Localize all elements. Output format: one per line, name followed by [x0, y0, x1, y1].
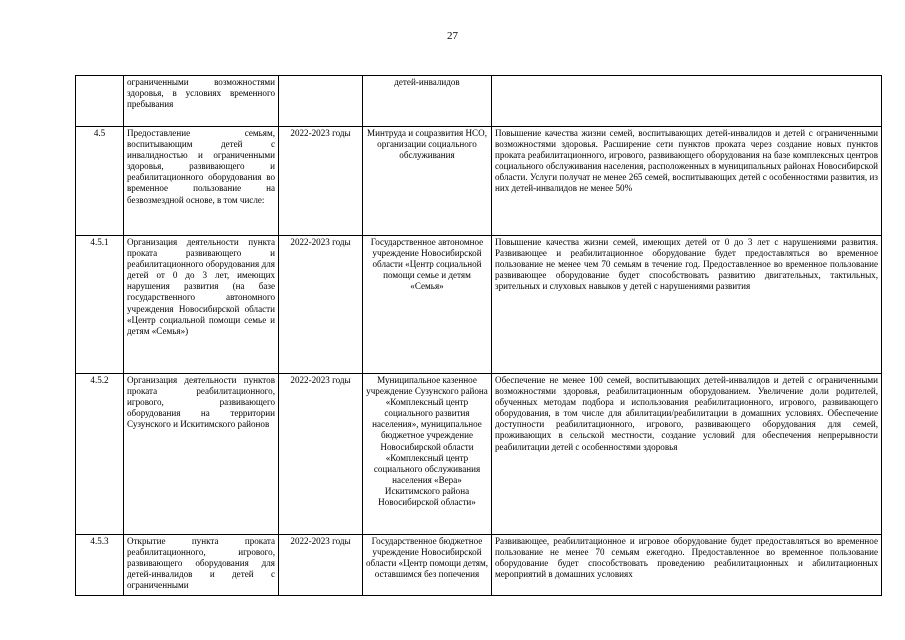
table-row: [76, 236, 882, 374]
expected-result: Повышение качества жизни семей, имеющих детей от 0 до 3 лет с нарушениями развития. Развивающее и реабилитационное оборудование будет предоставляться во временное пользование не менее чем 70 семьям в течение год. Предоставленное во временное пользование развивающее оборудование будет способствовать развитию двигательных, тактильных, зрительных и слуховых навыков у детей с нарушениями развития: [492, 236, 882, 374]
table-row: [76, 374, 882, 535]
row-number: 4.5.2: [76, 374, 124, 535]
expected-result: Развивающее, реабилитационное и игровое оборудование будет предоставляться во временное пользование не менее 70 семьям ежегодно. Предоставленное во временное пользование оборудование будет способствовать проведению реабилитационных и абилитационных мероприятий в домашних условиях: [492, 535, 882, 596]
table-row: [76, 127, 882, 236]
period-years: 2022-2023 годы: [279, 374, 363, 535]
period-years: 2022-2023 годы: [279, 535, 363, 596]
period-years: [279, 76, 363, 127]
page-number: 27: [447, 30, 458, 42]
period-years: 2022-2023 годы: [279, 236, 363, 374]
task-description: Организация деятельности пунктов проката реабилитационного, игрового, развивающего оборудования на территории Сузунского и Искитимского районов: [124, 374, 279, 535]
task-description: Предоставление семьям, воспитывающим детей с инвалидностью и ограниченными здоровья, развивающего и реабилитационного оборудования во временное пользование на безвозмездной основе, в том числе:: [124, 127, 279, 236]
expected-result: [492, 76, 882, 127]
expected-result: Обеспечение не менее 100 семей, воспитывающих детей-инвалидов и детей с ограниченными возможностями здоровья, реабилитационным оборудованием. Увеличение доли родителей, обученных методам подбора и использования реабилитационного, игрового, развивающего оборудования, в том числе для абилитации/реабилитации в домашних условиях. Обеспечение доступности реабилитационного, игрового, развивающего оборудования для семей, проживающих в сельской местности, создание условий для обеспечения непрерывности реабилитации детей с особенностями здоровья: [492, 374, 882, 535]
responsible-organization: Государственное бюджетное учреждение Новосибирской области «Центр помощи детям, оставшимся без попечения: [363, 535, 492, 596]
task-description: Организация деятельности пункта проката развивающего и реабилитационного оборудования для детей от 0 до 3 лет, имеющих нарушения развития (на базе государственного автономного учреждения Новосибирской области «Центр социальной помощи семье и детям «Семья»): [124, 236, 279, 374]
row-number: [76, 76, 124, 127]
row-number: 4.5: [76, 127, 124, 236]
responsible-organization: Государственное автономное учреждение Новосибирской области «Центр социальной помощи семье и детям «Семья»: [363, 236, 492, 374]
row-number: 4.5.1: [76, 236, 124, 374]
responsible-organization: Муниципальное казенное учреждение Сузунского района «Комплексный центр социального развития населения», муниципальное бюджетное учреждение Новосибирской области «Комплексный центр социального обслуживания населения «Вера» Искитимского района Новосибирской области»: [363, 374, 492, 535]
responsible-organization: детей-инвалидов: [363, 76, 492, 127]
expected-result: Повышение качества жизни семей, воспитывающих детей-инвалидов и детей с ограниченными возможностями здоровья. Расширение сети пунктов проката через создание новых пунктов проката реабилитационного, игрового, развивающего оборудования на базе комплексных центров социального обслуживания населения, расположенных в муниципальных районах Новосибирской области. Услуги получат не менее 265 семей, воспитывающих детей с особенностями развития, из них детей-инвалидов не менее 50%: [492, 127, 882, 236]
responsible-organization: Минтруда и соцразвития НСО, организации социального обслуживания: [363, 127, 492, 236]
task-description: ограниченными возможностями здоровья, в условиях временного пребывания: [124, 76, 279, 127]
measures-table: [75, 75, 882, 596]
task-description: Открытие пункта проката реабилитационного, игрового, развивающего оборудования для детей-инвалидов и детей с ограниченными: [124, 535, 279, 596]
table-row: [76, 76, 882, 127]
period-years: 2022-2023 годы: [279, 127, 363, 236]
row-number: 4.5.3: [76, 535, 124, 596]
table-row: [76, 535, 882, 596]
